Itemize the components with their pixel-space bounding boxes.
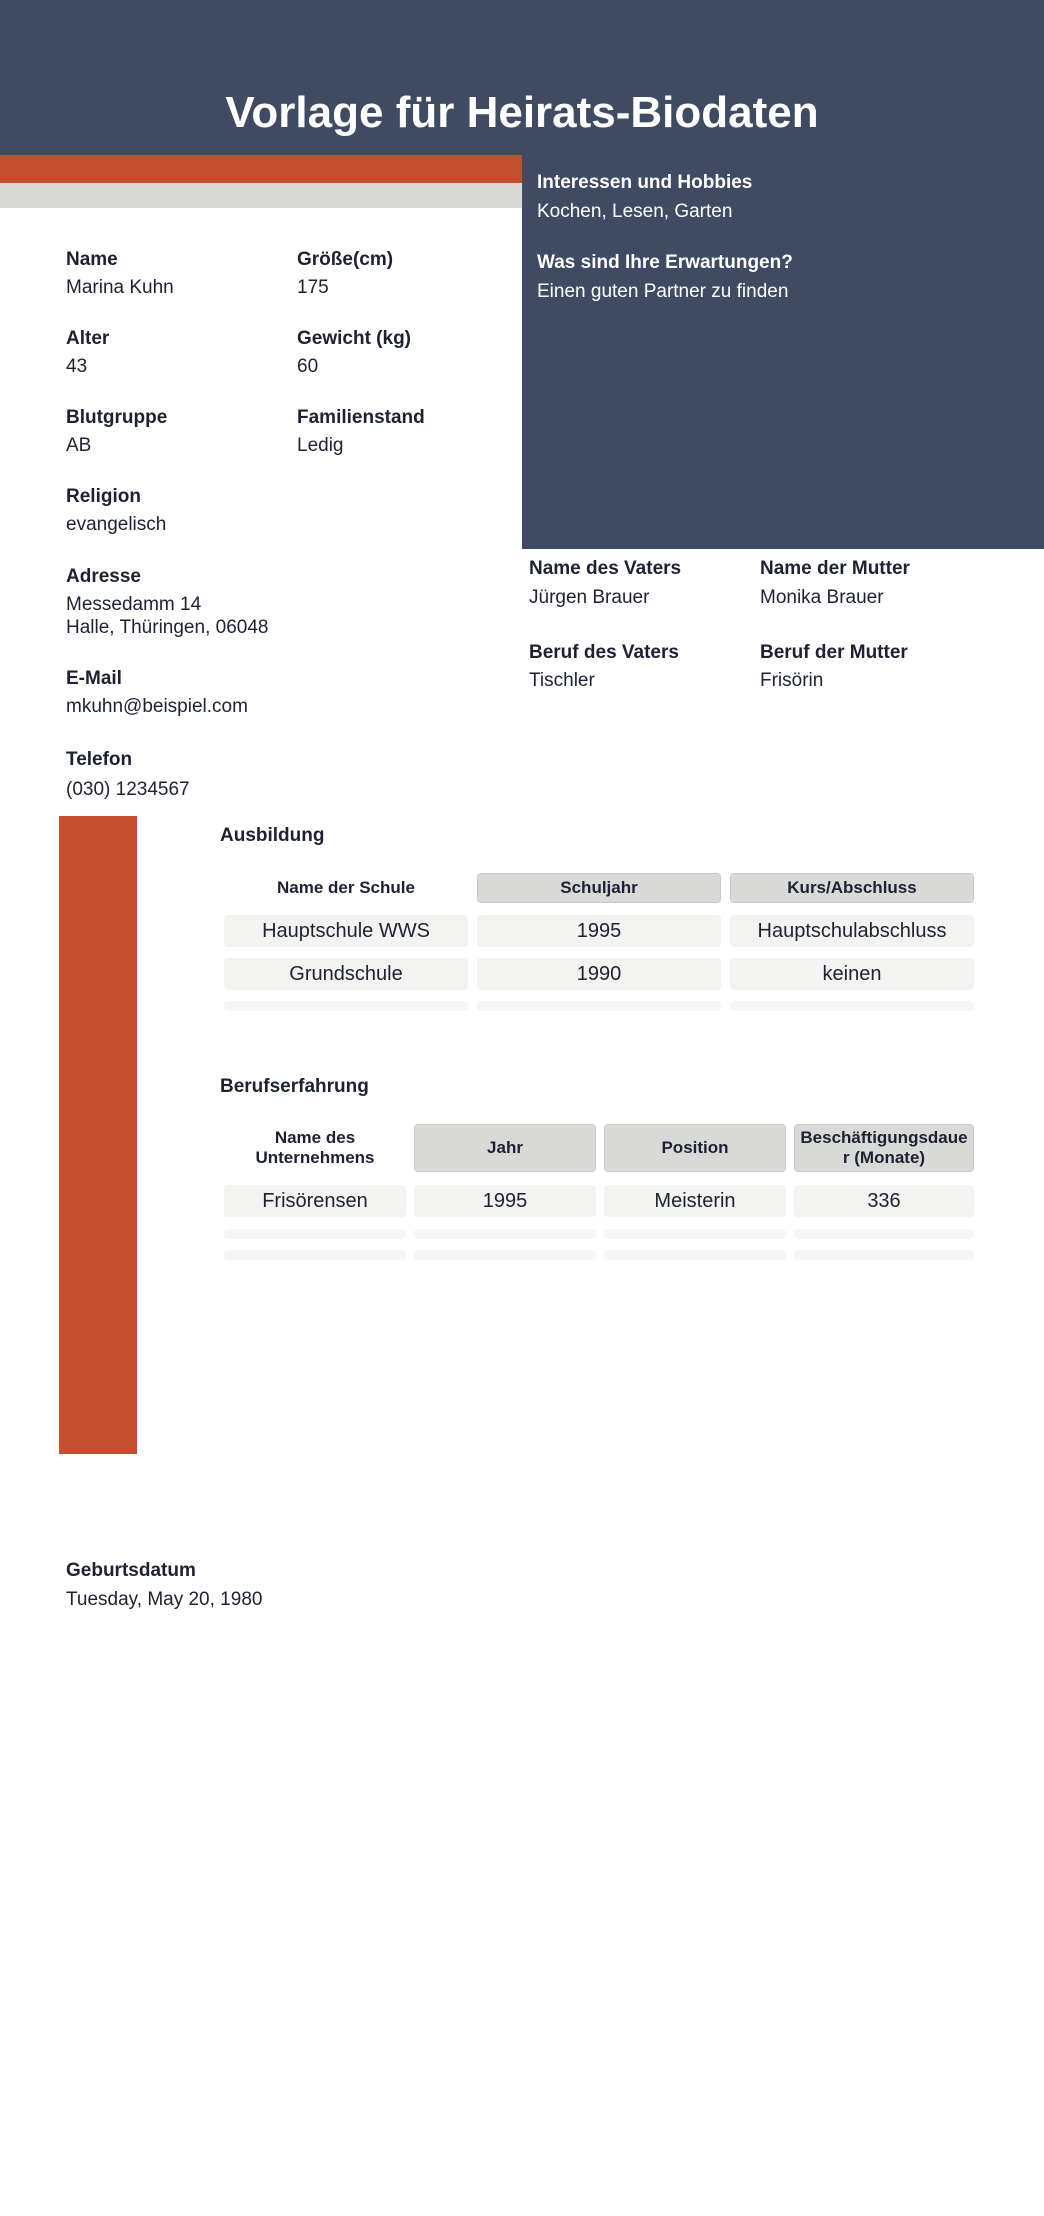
work-header-position: Position [604, 1124, 786, 1172]
email-label: E-Mail [66, 668, 122, 689]
education-empty-cell [477, 1001, 721, 1011]
name-label: Name [66, 249, 118, 270]
birth-date-value: Tuesday, May 20, 1980 [66, 1589, 263, 1610]
blood-group-value: AB [66, 435, 92, 456]
height-value: 175 [297, 277, 329, 298]
address-label: Adresse [66, 566, 141, 587]
mother-name-value: Monika Brauer [760, 587, 884, 608]
phone-value: (030) 1234567 [66, 779, 190, 800]
education-cell: Hauptschule WWS [224, 915, 468, 947]
phone-label: Telefon [66, 749, 133, 770]
religion-value: evangelisch [66, 514, 167, 535]
page-title: Vorlage für Heirats-Biodaten [225, 88, 819, 137]
birth-date-label: Geburtsdatum [66, 1560, 196, 1581]
work-empty-cell [604, 1229, 786, 1239]
work-empty-cell [794, 1250, 974, 1260]
work-cell: 1995 [414, 1185, 596, 1217]
work-empty-cell [224, 1229, 406, 1239]
age-label: Alter [66, 328, 110, 349]
side-accent-bar [59, 816, 137, 1454]
name-value: Marina Kuhn [66, 277, 174, 298]
weight-label: Gewicht (kg) [297, 328, 412, 349]
blood-group-label: Blutgruppe [66, 407, 168, 428]
marital-status-label: Familienstand [297, 407, 425, 428]
mother-job-label: Beruf der Mutter [760, 642, 908, 663]
education-title: Ausbildung [220, 825, 325, 846]
work-title: Berufserfahrung [220, 1076, 369, 1097]
education-header-school: Name der Schule [277, 878, 415, 897]
address-line1: Messedamm 14 [66, 594, 202, 615]
interests-panel [522, 155, 1044, 549]
accent-stripe-orange [0, 155, 522, 183]
education-cell: 1990 [477, 958, 721, 990]
hobbies-label: Interessen und Hobbies [537, 172, 753, 193]
work-header-company: Name des Unternehmens [255, 1128, 375, 1167]
education-cell: 1995 [477, 915, 721, 947]
address-line2: Halle, Thüringen, 06048 [66, 617, 269, 638]
education-cell: Grundschule [224, 958, 468, 990]
work-header-year: Jahr [414, 1124, 596, 1172]
work-header-duration: Beschäftigungsdauer (Monate) [794, 1124, 974, 1172]
education-empty-cell [730, 1001, 974, 1011]
education-header-degree: Kurs/Abschluss [730, 873, 974, 903]
accent-stripe-gray [0, 183, 522, 208]
age-value: 43 [66, 356, 88, 377]
weight-value: 60 [297, 356, 319, 377]
email-value: mkuhn@beispiel.com [66, 696, 248, 717]
work-empty-cell [414, 1229, 596, 1239]
father-job-label: Beruf des Vaters [529, 642, 679, 663]
work-cell: 336 [794, 1185, 974, 1217]
religion-label: Religion [66, 486, 141, 507]
education-cell: Hauptschulabschluss [730, 915, 974, 947]
hobbies-value: Kochen, Lesen, Garten [537, 201, 733, 222]
work-cell: Meisterin [604, 1185, 786, 1217]
mother-job-value: Frisörin [760, 670, 824, 691]
education-empty-cell [224, 1001, 468, 1011]
work-empty-cell [604, 1250, 786, 1260]
work-empty-cell [794, 1229, 974, 1239]
marital-status-value: Ledig [297, 435, 344, 456]
height-label: Größe(cm) [297, 249, 394, 270]
expectations-label: Was sind Ihre Erwartungen? [537, 252, 793, 273]
work-cell: Frisörensen [224, 1185, 406, 1217]
education-header-year: Schuljahr [477, 873, 721, 903]
father-name-label: Name des Vaters [529, 558, 682, 579]
mother-name-label: Name der Mutter [760, 558, 910, 579]
father-name-value: Jürgen Brauer [529, 587, 650, 608]
work-empty-cell [414, 1250, 596, 1260]
father-job-value: Tischler [529, 670, 595, 691]
education-cell: keinen [730, 958, 974, 990]
expectations-value: Einen guten Partner zu finden [537, 281, 789, 302]
work-empty-cell [224, 1250, 406, 1260]
